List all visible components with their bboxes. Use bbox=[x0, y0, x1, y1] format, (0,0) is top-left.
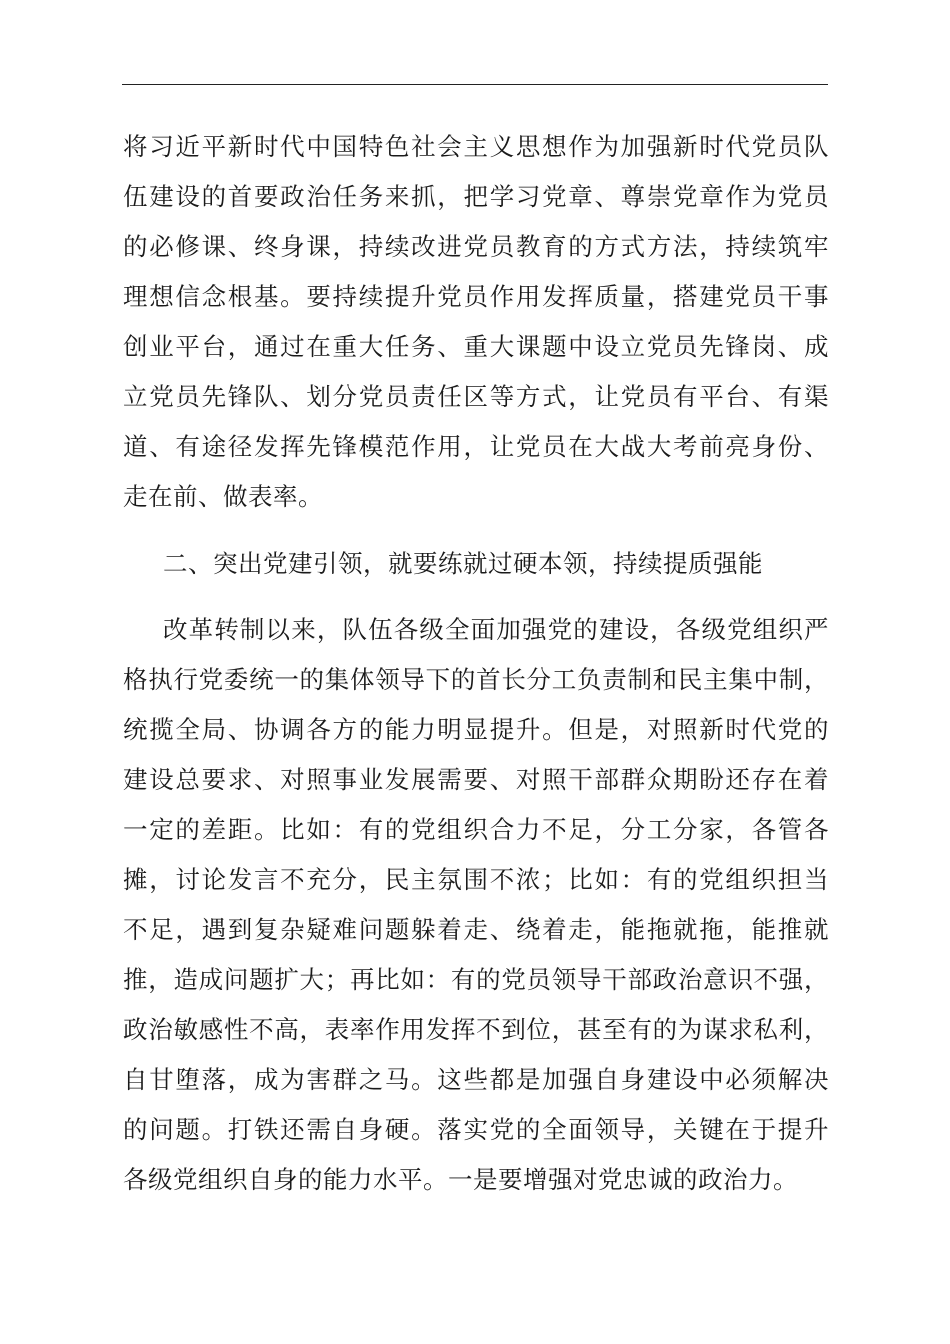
paragraph-line: 政治敏感性不高，表率作用发挥不到位，甚至有的为谋求私利， bbox=[123, 1015, 829, 1044]
paragraph-line: 将习近平新时代中国特色社会主义思想作为加强新时代党员队 bbox=[123, 132, 829, 161]
header-divider bbox=[122, 84, 828, 85]
paragraph-line: 自甘堕落，成为害群之马。这些都是加强自身建设中必须解决 bbox=[123, 1065, 829, 1094]
section-heading bbox=[123, 539, 829, 589]
paragraph-line: 一定的差距。比如：有的党组织合力不足，分工分家，各管各 bbox=[123, 815, 829, 844]
paragraph-line: 伍建设的首要政治任务来抓，把学习党章、尊崇党章作为党员 bbox=[123, 182, 829, 211]
paragraph-1 bbox=[123, 122, 829, 522]
paragraph-line: 创业平台，通过在重大任务、重大课题中设立党员先锋岗、成 bbox=[123, 332, 829, 361]
paragraph-line: 立党员先锋队、划分党员责任区等方式，让党员有平台、有渠 bbox=[123, 382, 829, 411]
paragraph-line: 格执行党委统一的集体领导下的首长分工负责制和民主集中制， bbox=[123, 665, 829, 694]
paragraph-line: 推，造成问题扩大；再比如：有的党员领导干部政治意识不强， bbox=[123, 965, 829, 994]
paragraph-line: 道、有途径发挥先锋模范作用，让党员在大战大考前亮身份、 bbox=[123, 432, 829, 461]
paragraph-line: 理想信念根基。要持续提升党员作用发挥质量，搭建党员干事 bbox=[123, 282, 829, 311]
paragraph-line: 改革转制以来，队伍各级全面加强党的建设，各级党组织严 bbox=[163, 615, 829, 644]
paragraph-line: 统揽全局、协调各方的能力明显提升。但是，对照新时代党的 bbox=[123, 715, 829, 744]
paragraph-line: 摊，讨论发言不充分，民主氛围不浓；比如：有的党组织担当 bbox=[123, 865, 829, 894]
paragraph-line: 走在前、做表率。 bbox=[123, 482, 323, 511]
paragraph-2 bbox=[123, 605, 829, 1205]
paragraph-line: 的问题。打铁还需自身硬。落实党的全面领导，关键在于提升 bbox=[123, 1115, 829, 1144]
paragraph-line: 各级党组织自身的能力水平。一是要增强对党忠诚的政治力。 bbox=[123, 1165, 798, 1194]
paragraph-line: 不足，遇到复杂疑难问题躲着走、绕着走，能拖就拖，能推就 bbox=[123, 915, 829, 944]
paragraph-line: 的必修课、终身课，持续改进党员教育的方式方法，持续筑牢 bbox=[123, 232, 829, 261]
heading-text: 二、突出党建引领，就要练就过硬本领，持续提质强能 bbox=[163, 549, 763, 578]
paragraph-line: 建设总要求、对照事业发展需要、对照干部群众期盼还存在着 bbox=[123, 765, 829, 794]
